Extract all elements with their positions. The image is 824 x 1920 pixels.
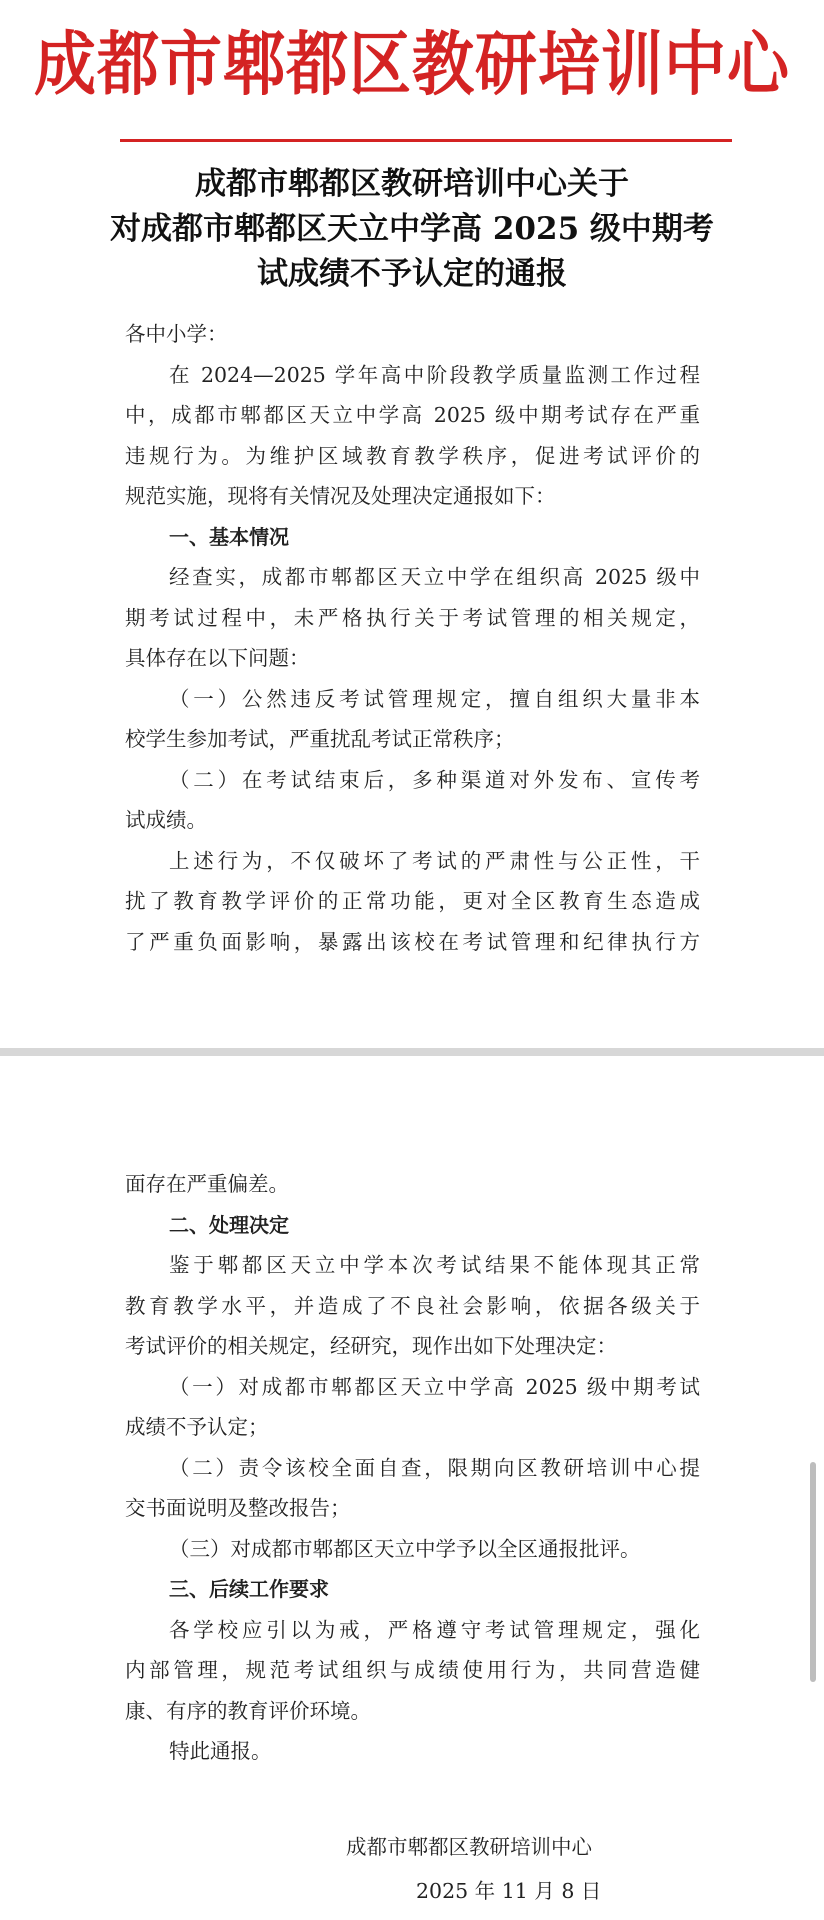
title-line: 试成绩不予认定的通报 [257, 256, 567, 292]
paragraph-line: 期考试过程中，未严格执行关于考试管理的相关规定， [125, 605, 700, 630]
paragraph-line: 上述行为，不仅破坏了考试的严肃性与公正性，干 [169, 848, 700, 873]
paragraph-line: 具体存在以下问题： [125, 646, 310, 670]
section-heading-1: 一、基本情况 [169, 524, 289, 549]
document-page-2 [0, 1056, 824, 1920]
paragraph-line: 中，成都市郫都区天立中学高 2025 级中期考试存在严重 [125, 403, 700, 427]
page-separator [0, 1048, 824, 1056]
body-text-page-1 [125, 314, 700, 962]
paragraph-line: 在 2024—2025 学年高中阶段教学质量监测工作过程 [169, 362, 700, 387]
masthead-title: 成都市郫都区教研培训中心 [33, 23, 790, 105]
paragraph-line: （二）责令该校全面自查，限期向区教研培训中心提 [169, 1455, 700, 1480]
paragraph-line: 各学校应引以为戒，严格遵守考试管理规定，强化 [169, 1617, 700, 1642]
vertical-scrollbar-thumb[interactable] [810, 1462, 816, 1682]
paragraph-line: （一）公然违反考试管理规定，擅自组织大量非本 [169, 686, 700, 711]
paragraph-line: 经查实，成都市郫都区天立中学在组织高 2025 级中 [169, 565, 700, 589]
paragraph-line: 内部管理，规范考试组织与成绩使用行为，共同营造健 [125, 1658, 700, 1682]
salutation: 各中小学： [125, 322, 228, 346]
section-heading-2: 二、处理决定 [169, 1212, 289, 1237]
paragraph-line: （一）对成都市郫都区天立中学高 2025 级中期考试 [169, 1374, 700, 1399]
paragraph-line: 鉴于郫都区天立中学本次考试结果不能体现其正常 [169, 1253, 700, 1277]
title-line: 对成都市郫都区天立中学高 2025 级中期考 [110, 211, 714, 247]
title-line: 成都市郫都区教研培训中心关于 [195, 166, 629, 202]
paragraph-line: 规范实施，现将有关情况及处理决定通报如下： [125, 484, 556, 508]
paragraph-line: 违规行为。为维护区域教育教学秩序，促进考试评价的 [125, 443, 700, 468]
paragraph-line: 试成绩。 [125, 808, 207, 832]
issue-date: 2025 年 11 月 8 日 [416, 1879, 602, 1903]
paragraph-line: 扰了教育教学评价的正常功能，更对全区教育生态造成 [125, 889, 700, 913]
paragraph-line: （二）在考试结束后，多种渠道对外发布、宣传考 [169, 767, 700, 792]
notice-title [0, 162, 824, 297]
paragraph-line: 面存在严重偏差。 [125, 1172, 289, 1196]
paragraph-line: 校学生参加考试，严重扰乱考试正常秩序； [125, 727, 515, 751]
closing-phrase: 特此通报。 [169, 1739, 272, 1763]
body-text-page-2 [125, 1164, 700, 1772]
paragraph-line: 成绩不予认定； [125, 1415, 269, 1439]
section-heading-3: 三、后续工作要求 [169, 1577, 329, 1601]
paragraph-line: 教育教学水平，并造成了不良社会影响，依据各级关于 [125, 1293, 700, 1318]
paragraph-line: （三）对成都市郫都区天立中学予以全区通报批评。 [169, 1536, 641, 1561]
paragraph-line: 考试评价的相关规定，经研究，现作出如下处理决定： [125, 1334, 617, 1358]
issuing-organization: 成都市郫都区教研培训中心 [346, 1835, 592, 1859]
paragraph-line: 交书面说明及整改报告； [125, 1496, 351, 1520]
red-divider-rule [120, 139, 732, 142]
paragraph-line: 康、有序的教育评价环境。 [125, 1698, 371, 1723]
paragraph-line: 了严重负面影响，暴露出该校在考试管理和纪律执行方 [125, 929, 700, 954]
